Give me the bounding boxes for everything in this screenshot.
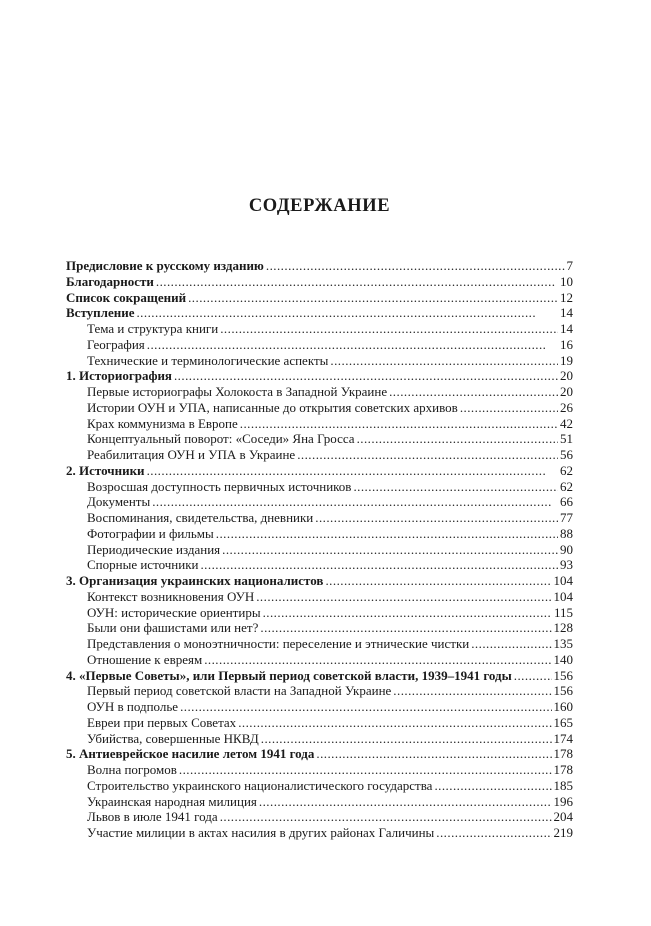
toc-page-number: 128 <box>553 620 573 636</box>
toc-entry-title: Фотографии и фильмы <box>87 525 214 541</box>
toc-page-number: 156 <box>553 667 573 683</box>
toc-chapter-row <box>66 463 573 479</box>
toc-entry-title: Концептуальный поворот: «Соседи» Яна Гросса <box>87 431 355 447</box>
toc-entry-title: Тема и структура книги <box>87 321 219 336</box>
toc-chapter-row <box>66 290 573 306</box>
dot-leader <box>147 337 558 353</box>
toc-page-number: 90 <box>560 541 573 557</box>
toc-page-number: 62 <box>560 478 573 494</box>
dot-leader <box>216 526 558 542</box>
toc-page-number: 88 <box>560 525 573 541</box>
toc-page-number: 62 <box>560 462 573 478</box>
dot-leader <box>434 778 551 794</box>
dot-leader <box>260 620 551 636</box>
page-title: СОДЕРЖАНИЕ <box>248 196 391 216</box>
toc-entry-title: Контекст возникновения ОУН <box>87 588 255 604</box>
toc-section-row <box>66 479 573 495</box>
toc-page-number: 165 <box>553 714 573 730</box>
toc-page-number: 93 <box>560 557 573 573</box>
toc-section-row <box>66 526 573 542</box>
toc-page-number: 160 <box>553 699 573 714</box>
toc-entry-title: Первый период советской власти на Западной Украине <box>87 683 392 699</box>
toc-page-number: 42 <box>560 415 573 431</box>
toc-page-number: 26 <box>560 399 573 415</box>
toc-page-number: 185 <box>553 777 573 793</box>
toc-entry-title: ОУН в подполье <box>87 699 179 714</box>
toc-section-row <box>66 731 573 747</box>
table-of-contents <box>66 258 573 841</box>
toc-chapter-row <box>66 258 573 274</box>
toc-entry-title: Благодарности <box>66 273 154 289</box>
toc-page-number: 115 <box>553 604 573 620</box>
toc-section-row <box>66 809 573 825</box>
toc-page-number: 204 <box>553 809 573 825</box>
toc-entry-title: 4. «Первые Советы», или Первый период советской власти, 1939–1941 годы <box>66 667 512 683</box>
toc-page-number: 66 <box>560 494 573 510</box>
toc-chapter-row <box>66 305 573 321</box>
toc-entry-title: Периодические издания <box>87 541 221 557</box>
toc-entry-title: Возросшая доступность первичных источников <box>87 478 352 494</box>
toc-page-number: 19 <box>560 352 573 368</box>
toc-page-number: 104 <box>553 588 573 604</box>
dot-leader <box>297 447 558 463</box>
dot-leader <box>180 699 551 715</box>
dot-leader <box>147 463 558 479</box>
toc-entry-title: Были они фашистами или нет? <box>87 620 259 636</box>
dot-leader <box>220 809 552 825</box>
toc-chapter-row <box>66 573 573 589</box>
toc-page-number: 14 <box>560 305 573 321</box>
toc-page-number: 104 <box>553 573 573 588</box>
toc-chapter-row <box>66 668 573 684</box>
toc-page-number: 10 <box>560 273 573 289</box>
dot-leader <box>315 510 558 526</box>
toc-entry-title: Убийства, совершенные НКВД <box>87 730 259 746</box>
toc-section-row <box>66 778 573 794</box>
dot-leader <box>389 384 558 400</box>
toc-section-row <box>66 416 573 432</box>
toc-section-row <box>66 400 573 416</box>
toc-section-row <box>66 557 573 573</box>
dot-leader <box>259 794 552 810</box>
toc-section-row <box>66 431 573 447</box>
toc-page-number: 7 <box>566 258 573 273</box>
dot-leader <box>471 636 551 652</box>
dot-leader <box>222 542 558 558</box>
toc-entry-title: Первые историографы Холокоста в Западной Украине <box>87 384 388 399</box>
toc-page-number: 20 <box>560 368 573 384</box>
toc-section-row <box>66 510 573 526</box>
dot-leader <box>200 557 558 573</box>
toc-page-number: 56 <box>560 447 573 462</box>
dot-leader <box>179 762 552 778</box>
toc-entry-title: 2. Источники <box>66 462 145 478</box>
toc-page-number: 174 <box>553 730 573 746</box>
toc-section-row <box>66 384 573 400</box>
toc-chapter-row <box>66 746 573 762</box>
toc-entry-title: География <box>87 336 145 352</box>
toc-page-number: 77 <box>560 510 573 525</box>
dot-leader <box>393 683 551 699</box>
toc-entry-title: Вступление <box>66 305 135 321</box>
toc-entry-title: ОУН: исторические ориентиры <box>87 604 261 620</box>
toc-chapter-row <box>66 274 573 290</box>
toc-section-row <box>66 321 573 337</box>
dot-leader <box>514 668 552 684</box>
dot-leader <box>316 746 551 762</box>
dot-leader <box>436 825 551 841</box>
toc-page-number: 196 <box>553 793 573 809</box>
toc-page-number: 140 <box>553 651 573 667</box>
toc-entry-title: Предисловие к русскому изданию <box>66 258 264 273</box>
toc-section-row <box>66 699 573 715</box>
toc-entry-title: 1. Историография <box>66 368 172 384</box>
toc-section-row <box>66 652 573 668</box>
toc-section-row <box>66 620 573 636</box>
toc-page-number: 156 <box>553 683 573 699</box>
toc-section-row <box>66 762 573 778</box>
toc-entry-title: Реабилитация ОУН и УПА в Украине <box>87 447 296 462</box>
dot-leader <box>204 652 551 668</box>
toc-entry-title: Участие милиции в актах насилия в других районах Галичины <box>87 825 435 840</box>
toc-section-row <box>66 683 573 699</box>
toc-entry-title: Воспоминания, свидетельства, дневники <box>87 510 314 525</box>
dot-leader <box>174 368 558 384</box>
toc-page-number: 178 <box>553 746 573 762</box>
toc-page-number: 14 <box>560 321 573 336</box>
dot-leader <box>263 605 552 621</box>
toc-section-row <box>66 337 573 353</box>
toc-entry-title: Украинская народная милиция <box>87 793 257 809</box>
dot-leader <box>136 305 558 321</box>
dot-leader <box>240 416 558 432</box>
dot-leader <box>261 731 552 747</box>
toc-page-number: 178 <box>553 762 573 777</box>
toc-entry-title: Львов в июле 1941 года <box>87 809 218 825</box>
toc-section-row <box>66 447 573 463</box>
toc-entry-title: Отношение к евреям <box>87 651 203 667</box>
toc-entry-title: Технические и терминологические аспекты <box>87 352 329 368</box>
dot-leader <box>152 494 558 510</box>
toc-entry-title: Волна погромов <box>87 762 177 777</box>
toc-page-number: 51 <box>560 431 573 447</box>
toc-entry-title: Строительство украинского националистического государства <box>87 777 433 793</box>
dot-leader <box>188 290 558 306</box>
toc-page-number: 135 <box>553 636 573 651</box>
toc-section-row <box>66 636 573 652</box>
dot-leader <box>256 589 551 605</box>
toc-entry-title: Истории ОУН и УПА, написанные до открытия советских архивов <box>87 399 458 415</box>
toc-page-number: 12 <box>560 289 573 305</box>
toc-entry-title: Список сокращений <box>66 289 187 305</box>
toc-section-row <box>66 589 573 605</box>
toc-page-number: 16 <box>560 336 573 352</box>
toc-page-number: 20 <box>560 384 573 399</box>
dot-leader <box>330 353 558 369</box>
toc-entry-title: Представления о моноэтничности: переселение и этнические чистки <box>87 636 470 651</box>
toc-entry-title: 5. Антиеврейское насилие летом 1941 года <box>66 746 315 762</box>
toc-section-row <box>66 605 573 621</box>
toc-entry-title: Документы <box>87 494 151 510</box>
toc-section-row <box>66 794 573 810</box>
toc-section-row <box>66 542 573 558</box>
dot-leader <box>357 431 558 447</box>
toc-section-row <box>66 353 573 369</box>
toc-entry-title: Спорные источники <box>87 557 199 573</box>
dot-leader <box>156 274 558 290</box>
toc-entry-title: 3. Организация украинских националистов <box>66 573 324 588</box>
toc-section-row <box>66 715 573 731</box>
dot-leader <box>460 400 558 416</box>
dot-leader <box>325 573 551 589</box>
toc-section-row <box>66 494 573 510</box>
toc-entry-title: Евреи при первых Советах <box>87 714 237 730</box>
dot-leader <box>266 258 565 274</box>
dot-leader <box>238 715 551 731</box>
toc-page-number: 219 <box>553 825 573 840</box>
toc-chapter-row <box>66 368 573 384</box>
dot-leader <box>353 479 558 495</box>
dot-leader <box>220 321 558 337</box>
toc-entry-title: Крах коммунизма в Европе <box>87 415 238 431</box>
toc-section-row <box>66 825 573 841</box>
